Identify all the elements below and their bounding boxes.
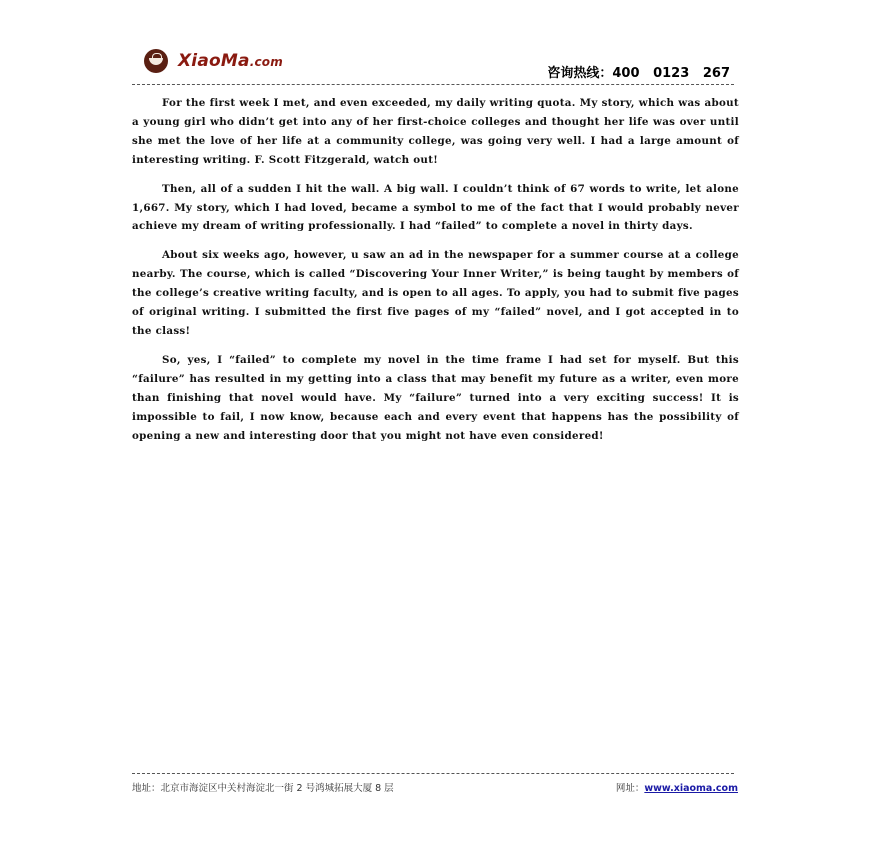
hotline-text: 咨询热线：400 0123 267 [547,66,730,81]
article-body [132,94,739,455]
footer-website [616,780,738,794]
paragraph: So, yes, I “failed” to complete my novel in the time frame I had set for myself. But this “failure” has resulted in my getting into a class that may benefit my future as a writer, even more than finishing that novel would have. My “failure” turned into a very exciting success! It is impossible to fail, I now know, because each and every event that happens has the possibility of opening a new and interesting door that you might not have even considered! [132,353,739,442]
paragraph: About six weeks ago, however, u saw an ad in the newspaper for a summer course at a college nearby. The course, which is called “Discovering Your Inner Writer,” is being taught by members of the college’s creative writing faculty, and is open to all ages. To apply, you had to submit five pages of original writing. I submitted the first five pages of my “failed” novel, and I got accepted in to the class! [132,249,739,337]
bowl-logo-icon [144,49,168,73]
paragraph: For the first week I met, and even exceeded, my daily writing quota. My story, which was about a young girl who didn’t get into any of her first-choice colleges and thought her life was over until she met the love of her life at a community college, was going very well. I had a large amount of interesting writing. F. Scott Fitzgerald, watch out! [132,97,739,166]
logo-wordmark [178,51,283,71]
page-footer [132,780,738,798]
website-link[interactable]: www.xiaoma.com [644,783,738,794]
logo-name: XiaoMa [178,51,250,71]
website-label: 网址： [615,783,645,794]
logo-domain-suffix: .com [249,55,283,69]
page-header [132,42,742,86]
footer-address: 地址：北京市海淀区中关村海淀北一街 2 号鸿城拓展大厦 8 层 [132,783,394,794]
xiaoma-logo [144,46,283,76]
footer-divider [132,773,734,774]
header-divider [132,84,734,85]
paragraph: Then, all of a sudden I hit the wall. A big wall. I couldn’t think of 67 words to write, let alone 1,667. My story, which I had loved, became a symbol to me of the fact that I would probably never achieve my dream of writing professionally. I had “failed” to complete a novel in thirty days. [132,182,739,233]
